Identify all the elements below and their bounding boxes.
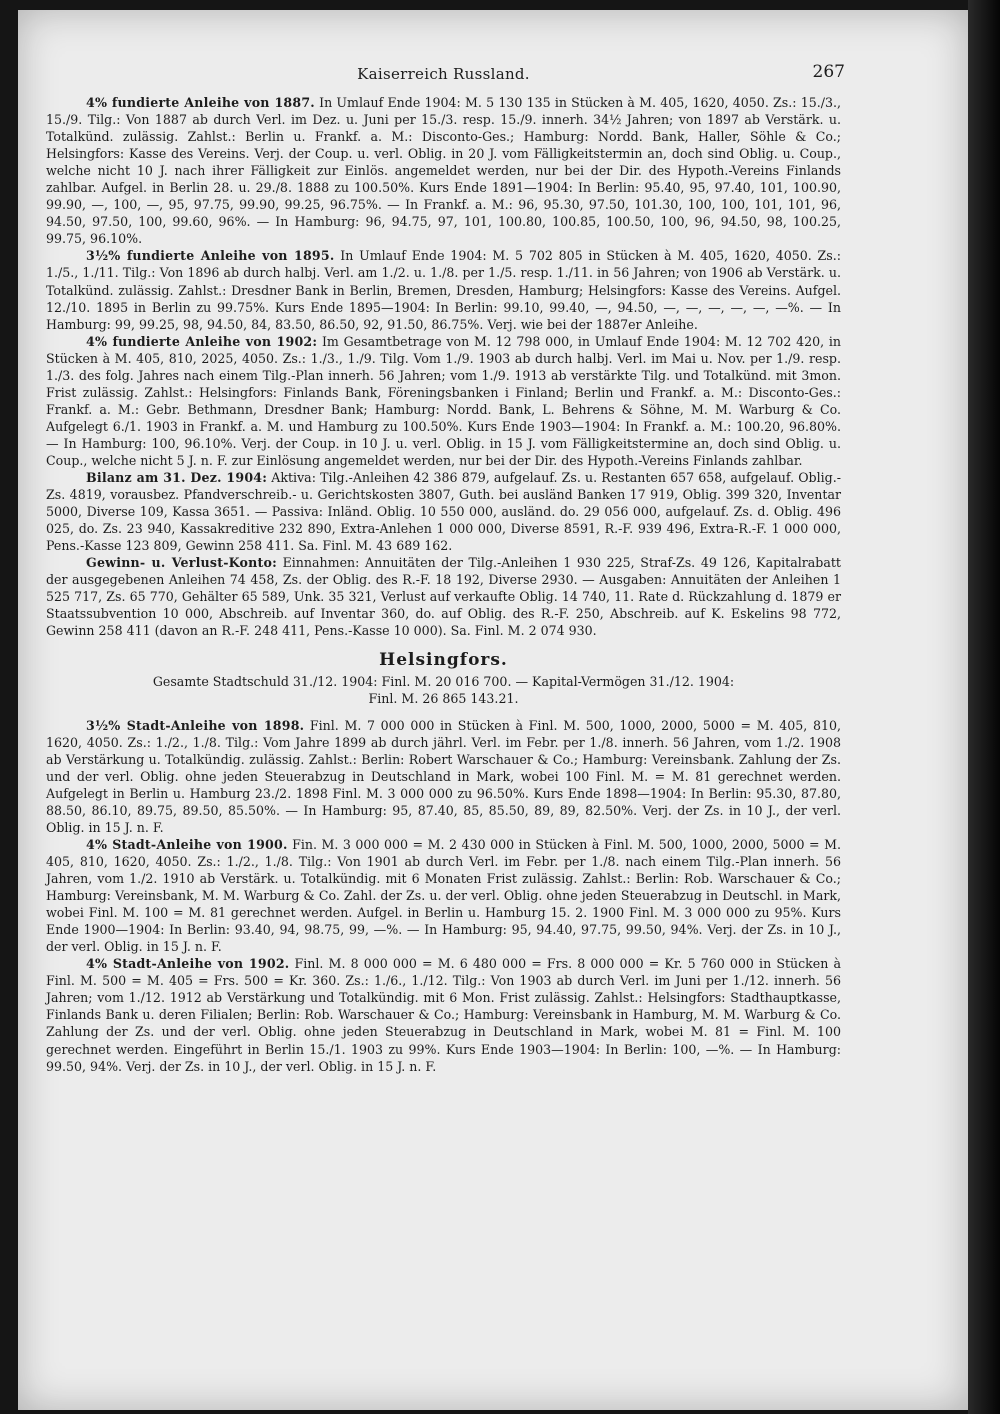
paragraph-heading: 4% fundierte Anleihe von 1887. bbox=[86, 95, 315, 110]
summary-line-2: Finl. M. 26 865 143.21. bbox=[368, 690, 519, 706]
paragraph-heading: Bilanz am 31. Dez. 1904: bbox=[86, 470, 268, 486]
paragraph-text: Finl. M. 7 000 000 in Stücken à Finl. M. 500, 1000, 2000, 5000 = M. 405, 810, 1620, 4050. Zs.: 1./2., 1./8. Tilg.: Vom Jahre 1899 ab durch jährl. Verl. im Febr. per 1./8. innerh. 56 Jahren, vom 1./2. 1908 ab Verstärkung u. Totalkündig. zulässig. Zahlst.: Berlin: Robert Warschauer & Co.; Hamburg: Vereinsbank. Zahlung der Zs. und der verl. Oblig. ohne jeden Steuerabzug in Deutschland in Mark, wobei 100 Finl. M. = M. 81 gerechnet werden. Aufgelegt in Berlin u. Hamburg 23./2. 1898 Finl. M. 3 000 000 zu 96.50%. Kurs Ende 1898—1904: In Berlin: 95.30, 87.80, 88.50, 86.10, 89.75, 89.50, 85.50%. — In Hamburg: 95, 87.40, 85, 85.50, 89, 89, 82.50%. Verj. der Zs. in 10 J., der verl. Oblig. in 15 J. n. F. bbox=[46, 717, 841, 835]
paragraph-heading: 4% fundierte Anleihe von 1902: bbox=[86, 333, 318, 349]
paragraph-anleihe-1902 bbox=[46, 333, 841, 469]
paragraph-heading: 4% Stadt-Anleihe von 1902. bbox=[86, 956, 290, 972]
paragraph-stadt-anleihe-1898 bbox=[46, 717, 841, 836]
paragraph-heading: 3½% Stadt-Anleihe von 1898. bbox=[86, 717, 305, 733]
page-content bbox=[46, 60, 845, 1075]
paragraph-gewinn-verlust bbox=[46, 554, 841, 639]
header-title: Kaiserreich Russland. bbox=[357, 65, 530, 83]
summary-line-1: Gesamte Stadtschuld 31./12. 1904: Finl. M. 20 016 700. — Kapital-Vermögen 31./12. 1904: bbox=[152, 673, 735, 689]
paragraph-heading: 3½% fundierte Anleihe von 1895. bbox=[86, 248, 335, 264]
paragraph-bilanz bbox=[46, 469, 841, 554]
paragraph-text: Im Gesamtbetrage von M. 12 798 000, in Umlauf Ende 1904: M. 12 702 420, in Stücken à M. 405, 810, 2025, 4050. Zs.: 1./3., 1./9. Tilg. Vom 1./9. 1903 ab durch halbj. Verl. im Mai u. Nov. per 1./9. resp. 1./3. des folg. Jahres nach einem Tilg.-Plan innerh. 56 Jahren; vom 1./9. 1913 ab verstärkte Tilg. und Totalkünd. mit 3mon. Frist zulässig. Zahlst.: Helsingfors: Finlands Bank, Föreningsbanken i Finland; Berlin und Frankf. a. M.: Disconto-Ges.: Frankf. a. M.: Gebr. Bethmann, Dresdner Bank; Hamburg: Nordd. Bank, L. Behrens & Söhne, M. M. Warburg & Co. Aufgelegt 6./1. 1903 in Frankf. a. M. und Hamburg zu 100.50%. Kurs Ende 1903—1904: In Frankf. a. M.: 100.20, 96.80%. — In Hamburg: 100, 96.10%. Verj. der Coup. in 10 J. u. verl. Oblig. in 15 J. vom Fälligkeitstermine an, doch sind Oblig. u. Coup., welche nicht 5 J. n. F. zur Einlösung angemeldet werden, nur bei der Dir. des Hypoth.-Vereins Finlands zahlbar. bbox=[46, 333, 841, 468]
section-title: Helsingfors. bbox=[379, 649, 508, 670]
page-number: 267 bbox=[812, 62, 845, 82]
paragraph-anleihe-1895 bbox=[46, 247, 841, 332]
paragraph-text: In Umlauf Ende 1904: M. 5 130 135 in Stücken à M. 405, 1620, 4050. Zs.: 15./3., 15./9. Tilg.: Von 1887 ab durch Verl. im Dez. u. Juni per 15./3. resp. 15./9. innerh. 34½ Jahren; von 1897 ab Verstärk. u. Totalkünd. zulässig. Zahlst.: Berlin u. Frankf. a. M.: Disconto-Ges.; Hamburg: Nordd. Bank, Haller, Söhle & Co.; Helsingfors: Kasse des Vereins. Verj. der Coup. u. verl. Oblig. in 20 J. vom Fälligkeitstermin an, doch sind Oblig. u. Coup., welche nicht 10 J. nach ihrer Fälligkeit zur Einlös. angemeldet werden, nur bei der Dir. des Hypoth.-Vereins Finlands zahlbar. Aufgel. in Berlin 28. u. 29./8. 1888 zu 100.50%. Kurs Ende 1891—1904: In Berlin: 95.40, 95, 97.40, 101, 100.90, 99.90, —, 100, —, 95, 97.75, 99.90, 99.25, 96.75%. — In Frankf. a. M.: 96, 95.30, 97.50, 101.30, 100, 100, 101, 101, 96, 94.50, 97.50, 100, 99.60, 96%. — In Hamburg: 96, 94.75, 97, 101, 100.80, 100.85, 100.50, 100, 96, 94.50, 98, 100.25, 99.75, 96.10%. bbox=[46, 95, 841, 247]
section-summary bbox=[46, 673, 841, 707]
paragraph-stadt-anleihe-1902 bbox=[46, 955, 841, 1074]
paragraph-text: Einnahmen: Annuitäten der Tilg.-Anleihen 1 930 225, Straf-Zs. 49 126, Kapitalrabatt der ausgegebenen Anleihen 74 458, Zs. der Oblig. des R.-F. 18 192, Diverse 2930. — Ausgaben: Annuitäten der Anleihen 1 525 717, Zs. 65 770, Gehälter 65 589, Unk. 35 321, Verlust auf verkaufte Oblig. 14 740, 11. Rate d. Rückzahlung d. 1879 er Staatssubvention 10 000, Abschreib. auf Inventar 360, do. auf Oblig. des R.-F. 250, Abschreib. auf K. Eskelins 98 772, Gewinn 258 411 (davon an R.-F. 248 411, Pens.-Kasse 10 000). Sa. Finl. M. 2 074 930. bbox=[46, 555, 841, 639]
paragraph-text: In Umlauf Ende 1904: M. 5 702 805 in Stücken à M. 405, 1620, 4050. Zs.: 1./5., 1./11. Tilg.: Von 1896 ab durch halbj. Verl. am 1./2. u. 1./8. per 1./5. resp. 1./11. in 56 Jahren; von 1906 ab Verstärk. u. Totalkünd. zulässig. Zahlst.: Dresdner Bank in Berlin, Bremen, Dresden, Hamburg; Helsingfors: Kasse des Vereins. Aufgel. 12./10. 1895 in Berlin zu 99.75%. Kurs Ende 1895—1904: In Berlin: 99.10, 99.40, —, 94.50, —, —, —, —, —, —%. — In Hamburg: 99, 99.25, 98, 94.50, 84, 83.50, 86.50, 92, 91.50, 86.75%. Verj. wie bei der 1887er Anleihe. bbox=[46, 248, 842, 332]
paragraph-heading: 4% Stadt-Anleihe von 1900. bbox=[86, 836, 288, 852]
paragraph-stadt-anleihe-1900 bbox=[46, 836, 841, 955]
paragraph-anleihe-1887 bbox=[46, 94, 841, 247]
paragraph-text: Finl. M. 8 000 000 = M. 6 480 000 = Frs. 8 000 000 = Kr. 5 760 000 in Stücken à Finl. M. 500 = M. 405 = Frs. 500 = Kr. 360. Zs.: 1./6., 1./12. Tilg.: Von 1903 ab durch Verl. im Juni per 1./12. innerh. 56 Jahren; vom 1./12. 1912 ab Verstärkung und Totalkündig. mit 6 Mon. Frist zulässig. Zahlst.: Helsingfors: Stadthauptkasse, Finlands Bank u. deren Filialen; Berlin: Rob. Warschauer & Co.; Hamburg: Vereinsbank in Hamburg, M. M. Warburg & Co. Zahlung der Zs. und der verl. Oblig. ohne jeden Steuerabzug in Deutschland in Mark, wobei M. 81 = Finl. M. 100 gerechnet werden. Eingeführt in Berlin 15./1. 1903 zu 99%. Kurs Ende 1903—1904: In Berlin: 100, —%. — In Hamburg: 99.50, 94%. Verj. der Zs. in 10 J., der verl. Oblig. in 15 J. n. F. bbox=[46, 956, 842, 1074]
paragraph-text: Fin. M. 3 000 000 = M. 2 430 000 in Stücken à Finl. M. 500, 1000, 2000, 5000 = M. 405, 810, 1620, 4050. Zs.: 1./2., 1./8. Tilg.: Von 1901 ab durch Verl. im Febr. per 1./8. nach einem Tilg.-Plan innerh. 56 Jahren, vom 1./2. 1910 ab Verstärk. u. Totalkündig. mit 6 Monaten Frist zulässig. Zahlst.: Berlin: Rob. Warschauer & Co.; Hamburg: Vereinsbank, M. M. Warburg & Co. Zahl. der Zs. u. der verl. Oblig. ohne jeden Steuerabzug in Deutschl. in Mark, wobei Finl. M. 100 = M. 81 gerechnet werden. Aufgel. in Berlin u. Hamburg 15. 2. 1900 Finl. M. 3 000 000 zu 95%. Kurs Ende 1900—1904: In Berlin: 93.40, 94, 98.75, 99, —%. — In Hamburg: 95, 94.40, 97.75, 99.50, 94%. Verj. der Zs. in 10 J., der verl. Oblig. in 15 J. n. F. bbox=[46, 836, 841, 955]
scan-dark-edge bbox=[968, 0, 1000, 1414]
running-header bbox=[46, 60, 845, 94]
paragraph-heading: Gewinn- u. Verlust-Konto: bbox=[86, 555, 277, 571]
paragraph-text: Aktiva: Tilg.-Anleihen 42 386 879, aufgelauf. Zs. u. Restanten 657 658, aufgelauf. Oblig.-Zs. 4819, vorausbez. Pfandverschreib.- u. Gerichtskosten 3807, Guth. bei ausländ Banken 17 919, Oblig. 399 320, Inventar 5000, Diverse 109, Kassa 3651. — Passiva: Inländ. Oblig. 10 550 000, ausländ. do. 29 056 000, aufgelauf. Zs. d. Oblig. 496 025, do. Zs. 23 940, Kassakreditive 232 890, Extra-Anlehen 1 000 000, Diverse 8591, R.-F. 939 496, Extra-R.-F. 1 000 000, Pens.-Kasse 123 809, Gewinn 258 411. Sa. Finl. M. 43 689 162. bbox=[46, 470, 841, 554]
